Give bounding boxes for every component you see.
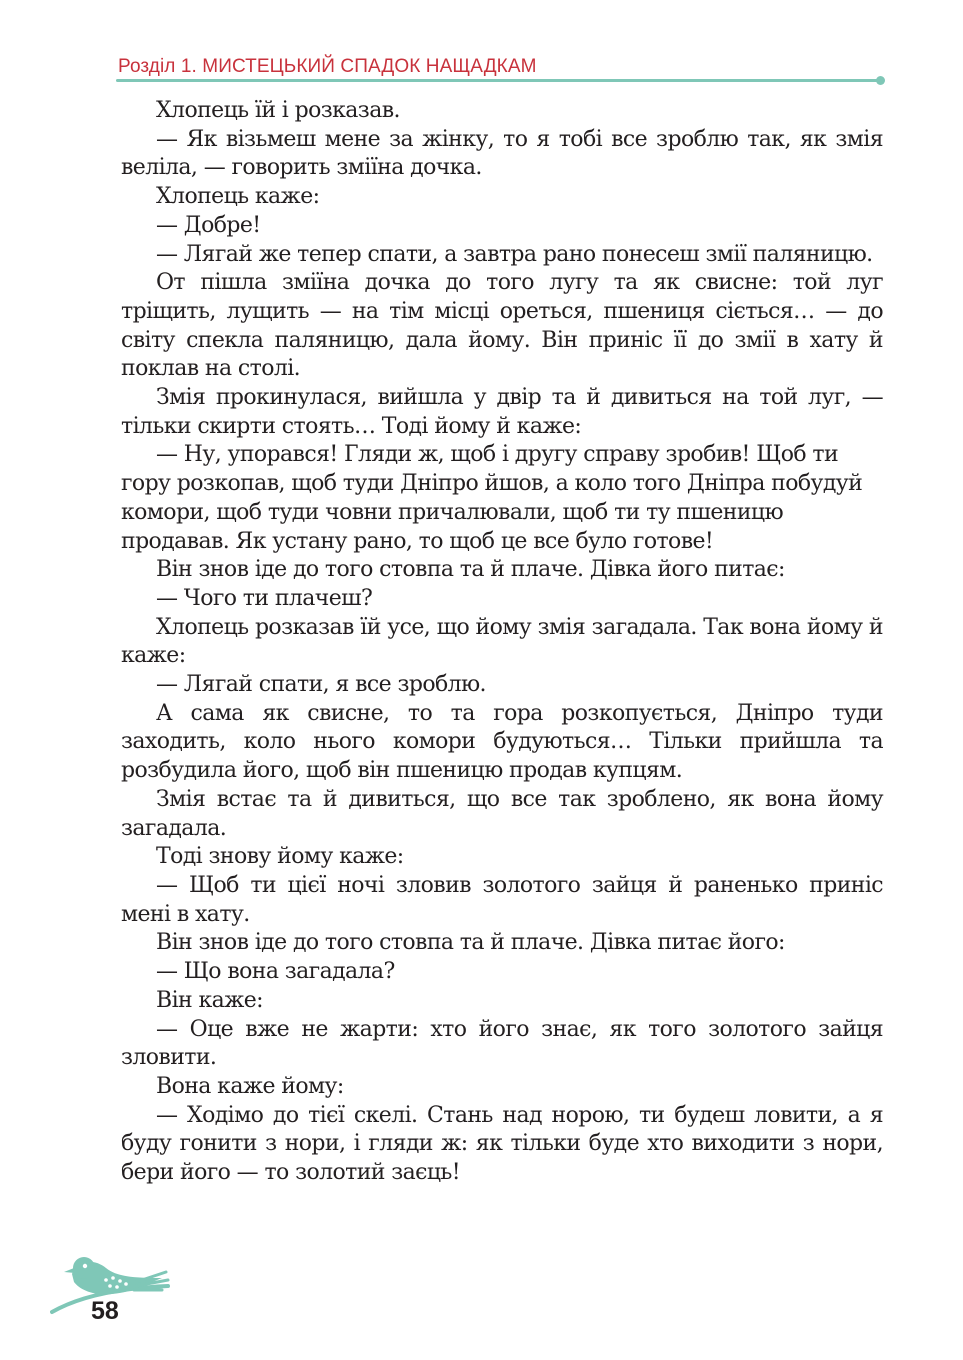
section-title: Розділ 1. МИСТЕЦЬКИЙ СПАДОК НАЩАДКАМ: [118, 56, 537, 77]
paragraph: — Щоб ти цієї ночі зловив золотого зайця й раненько приніс мені в хату.: [121, 872, 883, 927]
paragraph: — Лягай спати, я все зроблю.: [156, 672, 486, 698]
paragraph: Він знов іде до того стовпа та й плаче. Дівка питає його:: [156, 930, 785, 956]
header-rule-dot: [876, 76, 885, 85]
paragraph: — Чого ти плачеш?: [156, 585, 373, 611]
page-number: 58: [91, 1297, 119, 1325]
running-header: [118, 54, 888, 80]
paragraph: Змія встає та й дивиться, що все так зроблено, як вона йому загадала.: [121, 786, 883, 841]
paragraph: — Добре!: [156, 212, 261, 238]
paragraph: Змія прокинулася, вийшла у двір та й дивиться на той луг, — тільки скирти стоять… Тоді йому й каже:: [121, 385, 883, 439]
paragraph: Вона каже йому:: [156, 1073, 344, 1099]
paragraph: — Оце вже не жарти: хто його знає, як того золотого зайця зловити.: [121, 1016, 883, 1071]
header-rule: [116, 79, 878, 82]
paragraph: — Ну, упорався! Гляди ж, щоб і другу справу зробив! Щоб ти гору розкопав, щоб туди Дніпро йшов, а коло того Дніпра побудуй комори, щоб туди човни причалювали, щоб ти ту пшеницю продавав. Як устану рано, то щоб це все було готове!: [121, 442, 863, 554]
paragraph: Хлопець їй і розказав.: [156, 98, 400, 123]
paragraph: Хлопець каже:: [156, 184, 320, 210]
paragraph: — Ходімо до тієї скелі. Стань над норою, ти будеш ловити, а я буду гонити з нори, і гляди ж: як тільки буде хто виходити з нори, бери його — то золотий заєць!: [121, 1102, 883, 1186]
body-text: [121, 97, 883, 1188]
paragraph: Хлопець розказав їй усе, що йому змія загадала. Так вона йому й каже:: [121, 614, 883, 669]
paragraph: Він каже:: [156, 987, 263, 1013]
paragraph: Тоді знову йому каже:: [156, 844, 404, 870]
paragraph: А сама як свисне, то та гора розкопується, Дніпро туди заходить, коло нього комори будуються… Тільки прийшла та розбудила його, щоб він пшеницю продав купцям.: [121, 700, 883, 784]
paragraph: От пішла зміїна дочка до того лугу та як свисне: той луг тріщить, лущить — на тім місці ореться, пшениця сіється… — до світу спекла паляницю, дала йому. Він приніс її до змії в хату й поклав на столі.: [121, 270, 883, 382]
paragraph: — Як візьмеш мене за жінку, то я тобі все зроблю так, як змія веліла, — говорить зміїна дочка.: [121, 126, 883, 181]
paragraph: — Що вона загадала?: [156, 959, 395, 985]
paragraph: — Лягай же тепер спати, а завтра рано понесеш змії паляницю.: [156, 241, 873, 267]
paragraph: Він знов іде до того стовпа та й плаче. Дівка його питає:: [156, 557, 785, 583]
